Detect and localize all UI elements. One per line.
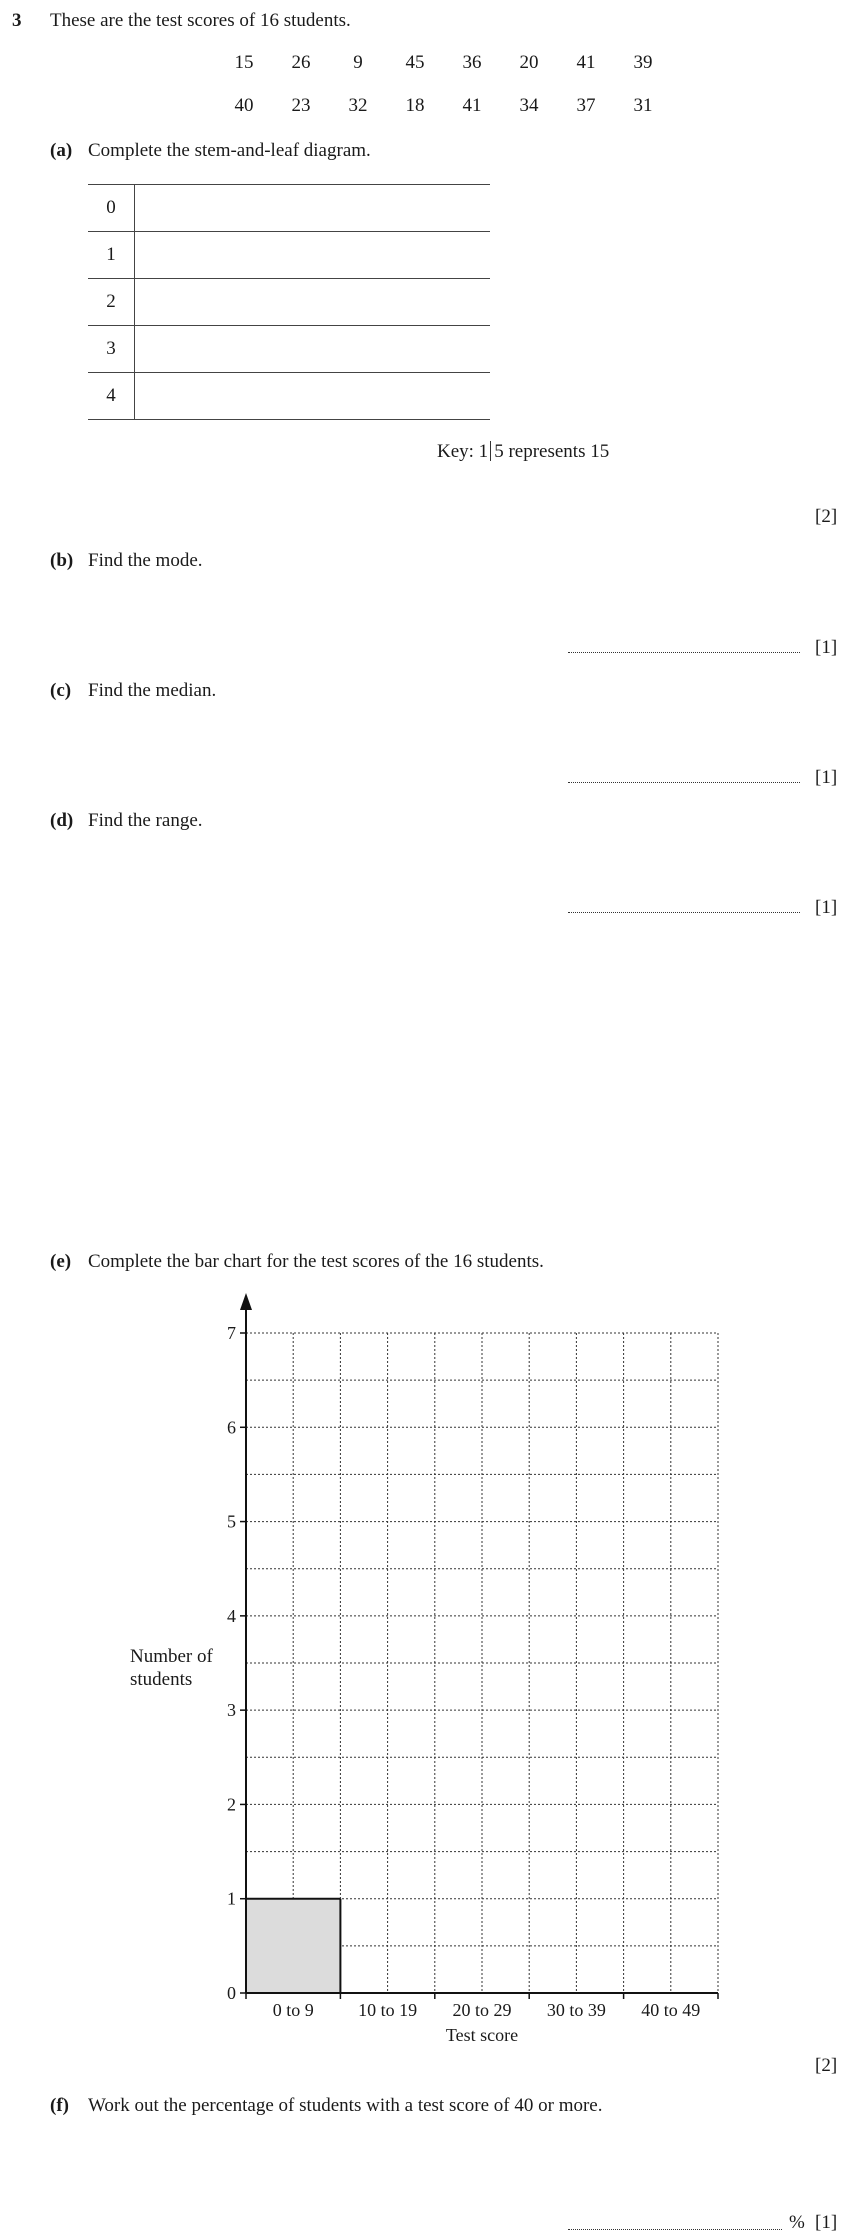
- score-value: 39: [633, 52, 653, 73]
- y-axis-label: [130, 1645, 213, 1691]
- score-value: 18: [405, 95, 425, 116]
- score-value: 9: [353, 52, 363, 73]
- part-c-marks: [1]: [815, 767, 838, 788]
- x-tick-label: 20 to 29: [452, 2000, 512, 2020]
- y-axis-arrow-icon: [240, 1293, 252, 1310]
- y-tick-label: 2: [227, 1794, 236, 1815]
- key-suffix: 5 represents 15: [494, 441, 610, 462]
- y-axis-label-line2: students: [130, 1669, 193, 1690]
- bar: [246, 1899, 340, 1993]
- part-b-answer-line[interactable]: [568, 652, 800, 653]
- key-prefix: Key: 1: [437, 441, 489, 462]
- score-value: 36: [462, 52, 482, 73]
- y-tick-label: 4: [227, 1605, 236, 1626]
- part-b-marks: [1]: [815, 637, 838, 658]
- stem-cell: 3: [88, 326, 135, 373]
- part-d-label: (d): [50, 810, 74, 831]
- score-value: 41: [576, 52, 596, 73]
- stem-cell: 0: [88, 185, 135, 232]
- score-value: 31: [633, 95, 653, 116]
- part-e-marks: [2]: [815, 2055, 838, 2076]
- stem-cell: 2: [88, 279, 135, 326]
- leaf-cell[interactable]: [135, 373, 491, 420]
- part-c-label: (c): [50, 680, 72, 701]
- score-value: 45: [405, 52, 425, 73]
- part-f-unit: %: [789, 2212, 805, 2233]
- y-tick-label: 5: [227, 1511, 236, 1532]
- score-value: 34: [519, 95, 539, 116]
- score-value: 32: [348, 95, 368, 116]
- part-b-text: Find the mode.: [88, 550, 203, 571]
- score-value: 26: [291, 52, 311, 73]
- stem-row: [88, 279, 490, 326]
- y-tick-label: 1: [227, 1888, 236, 1909]
- score-value: 15: [234, 52, 254, 73]
- stem-and-leaf-table: [88, 184, 490, 420]
- stem-row: [88, 373, 490, 420]
- score-value: 37: [576, 95, 596, 116]
- part-d-text: Find the range.: [88, 810, 203, 831]
- question-intro: These are the test scores of 16 students.: [50, 10, 351, 31]
- stem-row: [88, 232, 490, 279]
- part-c-answer-line[interactable]: [568, 782, 800, 783]
- question-number: 3: [12, 10, 22, 31]
- stem-cell: 1: [88, 232, 135, 279]
- y-tick-label: 7: [227, 1323, 236, 1343]
- part-f-marks: [1]: [815, 2212, 838, 2233]
- key-divider: [490, 441, 491, 461]
- score-value: 41: [462, 95, 482, 116]
- part-f-text: Work out the percentage of students with a test score of 40 or more.: [88, 2095, 603, 2116]
- part-a-label: (a): [50, 140, 73, 161]
- stem-key: [437, 441, 609, 463]
- leaf-cell[interactable]: [135, 185, 491, 232]
- part-a-marks: [2]: [815, 506, 838, 527]
- stem-row: [88, 326, 490, 373]
- part-b-label: (b): [50, 550, 74, 571]
- y-axis-label-line1: Number of: [130, 1646, 213, 1667]
- leaf-cell[interactable]: [135, 232, 491, 279]
- part-f-answer-line[interactable]: [568, 2229, 782, 2230]
- part-a-text: Complete the stem-and-leaf diagram.: [88, 140, 371, 161]
- score-value: 20: [519, 52, 539, 73]
- x-axis-label: Test score: [445, 2025, 519, 2045]
- part-f-label: (f): [50, 2095, 69, 2116]
- stem-row: [88, 185, 490, 232]
- score-value: 40: [234, 95, 254, 116]
- x-tick-label: 40 to 49: [641, 2000, 701, 2020]
- part-e-label: (e): [50, 1251, 72, 1272]
- x-tick-label: 10 to 19: [358, 2000, 418, 2020]
- leaf-cell[interactable]: [135, 279, 491, 326]
- part-d-marks: [1]: [815, 897, 838, 918]
- y-tick-label: 6: [227, 1417, 236, 1438]
- y-tick-label: 0: [227, 1983, 236, 2003]
- part-e-text: Complete the bar chart for the test scores of the 16 students.: [88, 1251, 544, 1272]
- part-c-text: Find the median.: [88, 680, 217, 701]
- x-tick-label: 0 to 9: [272, 2000, 314, 2020]
- stem-cell: 4: [88, 373, 135, 420]
- x-tick-label: 30 to 39: [546, 2000, 606, 2020]
- leaf-cell[interactable]: [135, 326, 491, 373]
- score-value: 23: [291, 95, 311, 116]
- y-tick-label: 3: [227, 1700, 236, 1721]
- part-d-answer-line[interactable]: [568, 912, 800, 913]
